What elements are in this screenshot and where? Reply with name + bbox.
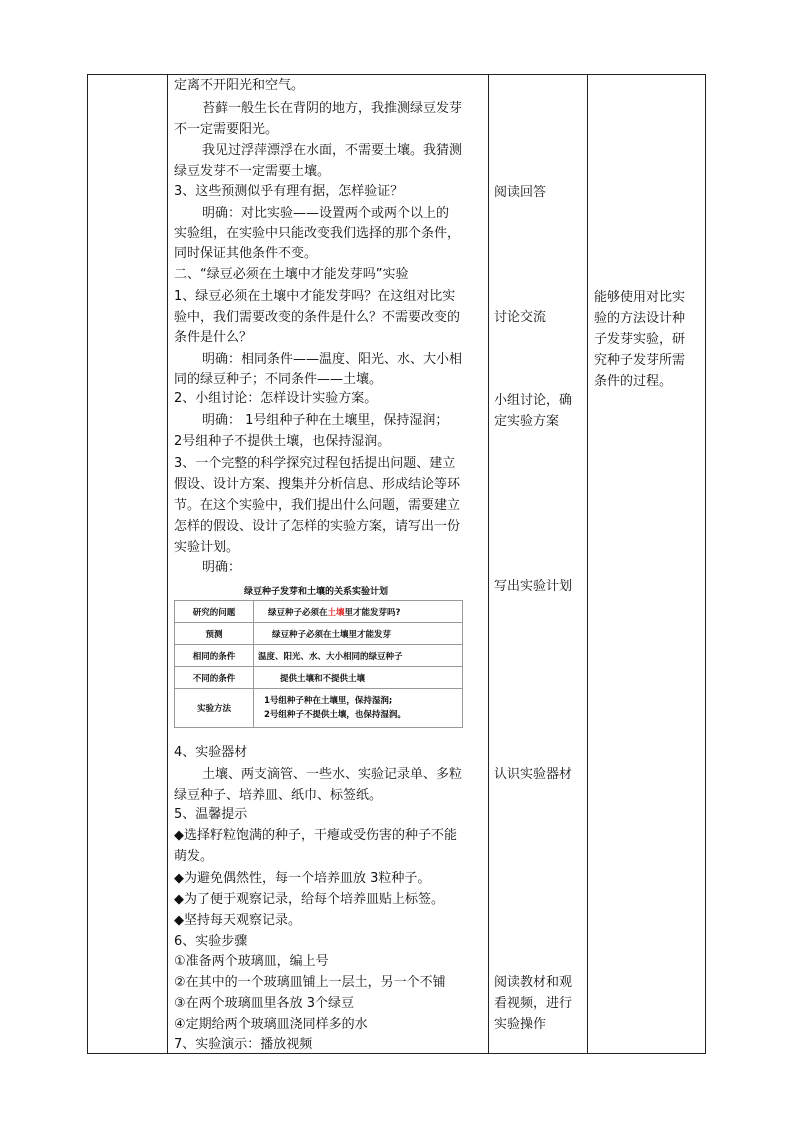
column-divider [587,75,588,1053]
content-line: 3、一个完整的科学探究过程包括提出问题、建立 [174,456,456,471]
content-line: 明确：对比实验——设置两个或两个以上的 [202,206,450,221]
content-line: 2号组种子不提供土壤，也保持湿润。 [174,434,391,449]
activity-label: 认识实验器材 [494,767,573,782]
content-line: ④定期给两个玻璃皿浇同样多的水 [174,1017,368,1032]
plan-row [175,667,463,689]
activity-label: 讨论交流 [494,310,547,325]
content-line: 怎样的假设、设计了怎样的实验方案，请写出一份 [174,519,461,534]
content-line: 7、实验演示：播放视频 [174,1037,313,1052]
content-line: ◆选择籽粒饱满的种子，干瘪或受伤害的种子不能 [174,828,457,843]
plan-title: 绿豆种子发芽和土壤的关系实验计划 [244,587,389,597]
activity-label: 小组讨论，确 [494,393,573,408]
content-line: 不一定需要阳光。 [174,122,279,137]
plan-row-value: 温度、阳光、水、大小相同的绿豆种子 [254,645,463,667]
teaching-content-column [168,75,488,1053]
content-line: 明确：相同条件——温度、阳光、水、大小相 [202,352,463,367]
content-line: 4、实验器材 [174,745,248,760]
content-line: 节。在这个实验中，我们提出什么问题，需要建立 [174,498,461,513]
plan-row-label: 不同的条件 [175,667,254,689]
content-line: ◆为了便于观察记录，给每个培养皿贴上标签。 [174,892,444,907]
activity-label: 写出实验计划 [494,579,573,594]
activity-label: 看视频，进行 [494,996,573,1011]
content-line: 绿豆种子、培养皿、纸巾、标签纸。 [174,788,383,803]
content-line: 同时保证其他条件不变。 [174,246,318,261]
content-line: 5、温馨提示 [174,807,248,822]
plan-row-label: 实验方法 [175,689,254,728]
content-line: ③在两个玻璃皿里各放 3个绿豆 [174,996,355,1011]
activity-label: 实验操作 [494,1017,547,1032]
goal-line: 条件的过程。 [594,374,673,389]
plan-row-value: 1号组种子种在土壤里，保持湿润; 2号组种子不提供土壤，也保持湿润。 [254,689,463,728]
section-heading: 二、“绿豆必须在土壤中才能发芽吗”实验 [174,267,409,282]
content-line: ◆为避免偶然性，每一个培养皿放 3粒种子。 [174,871,431,886]
plan-row-label: 研究的问题 [175,601,254,623]
content-line: 绿豆发芽不一定需要土壤。 [174,164,331,179]
goal-line: 验的方法设计种 [594,311,686,326]
plan-row [175,645,463,667]
content-line: 明确： [202,560,242,575]
content-line: 土壤、两支滴管、一些水、实验记录单、多粒 [202,767,463,782]
activity-label: 阅读教材和观 [494,975,573,990]
content-line: 2、小组讨论：怎样设计实验方案。 [174,391,378,406]
content-line: 我见过浮萍漂浮在水面，不需要土壤。我猜测 [202,143,463,158]
plan-row-label: 相同的条件 [175,645,254,667]
content-line: 6、实验步骤 [174,934,248,949]
plan-row-value: 提供土壤和不提供土壤 [254,667,463,689]
content-line: 条件是什么？ [174,330,253,345]
content-line: 定离不开阳光和空气。 [174,78,305,93]
content-line: 实验组，在实验中只能改变我们选择的那个条件， [174,226,461,241]
content-line: 苔藓一般生长在背阴的地方，我推测绿豆发芽 [202,101,463,116]
plan-row [175,601,463,623]
goal-line: 究种子发芽所需 [594,353,686,368]
content-line: ②在其中的一个玻璃皿铺上一层土，另一个不铺 [174,975,446,990]
plan-row [175,623,463,645]
content-line: ①准备两个玻璃皿，编上号 [174,954,329,969]
lesson-table [87,74,706,1054]
content-line: 3、这些预测似乎有理有据，怎样验证？ [174,184,404,199]
content-line: ◆坚持每天观察记录。 [174,913,301,928]
content-line: 实验计划。 [174,540,240,555]
plan-row-label: 预测 [175,623,254,645]
column-divider [488,75,489,1053]
goal-line: 能够使用对比实 [594,290,686,305]
content-line: 同的绿豆种子；不同条件——土壤。 [174,372,383,387]
content-line: 假设、设计方案、搜集并分析信息、形成结论等环 [174,477,461,492]
content-line: 验中，我们需要改变的条件是什么？不需要改变的 [174,310,461,325]
plan-row-value: 绿豆种子必须在土壤里才能发芽 [254,623,463,645]
plan-row-value: 绿豆种子必须在土壤里才能发芽吗? [254,601,463,623]
highlight-soil: 土壤 [327,607,345,618]
content-line: 1、绿豆必须在土壤中才能发芽吗？在这组对比实 [174,289,456,304]
goal-line: 子发芽实验，研 [594,332,686,347]
plan-row [175,689,463,728]
experiment-plan-table [174,600,463,728]
activity-label: 阅读回答 [494,185,547,200]
content-line: 明确： 1号组种子种在土壤里，保持湿润； [202,413,449,428]
activity-label: 定实验方案 [494,414,560,429]
content-line: 萌发。 [174,849,214,864]
